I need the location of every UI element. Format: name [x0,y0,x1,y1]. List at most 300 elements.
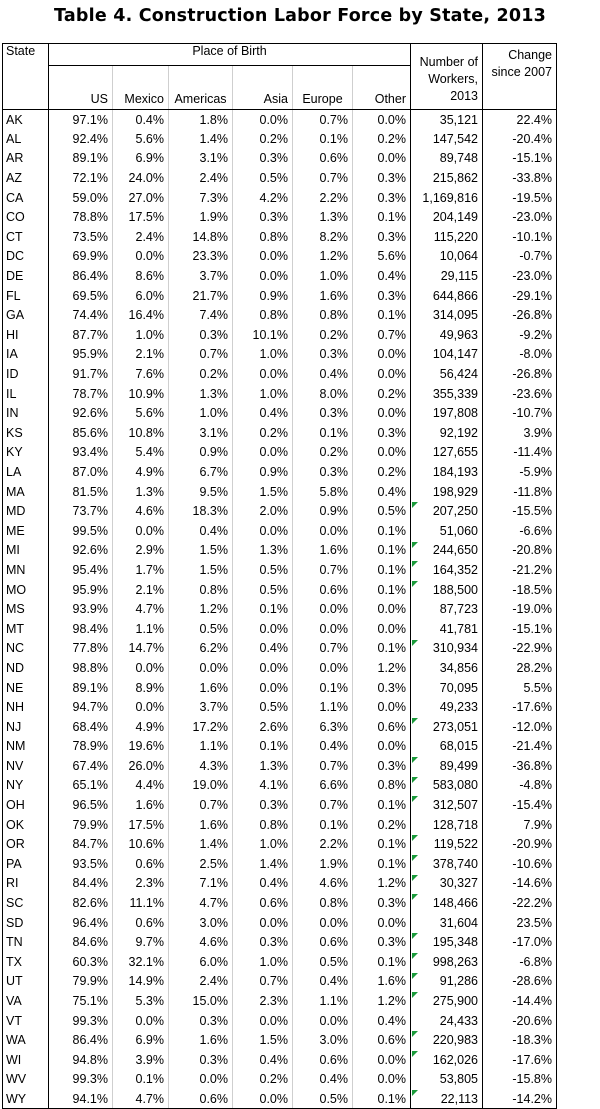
cell-state: AR [3,149,49,169]
cell-change: -15.1% [483,149,557,169]
cell-europe: 3.0% [293,1030,353,1050]
cell-europe: 0.8% [293,305,353,325]
cell-americas: 7.3% [169,188,233,208]
cell-change: -18.5% [483,580,557,600]
cell-mexico: 1.7% [113,560,169,580]
cell-change: -6.6% [483,521,557,541]
cell-change: -17.6% [483,697,557,717]
cell-europe: 0.6% [293,580,353,600]
cell-change: -28.6% [483,972,557,992]
cell-asia: 0.8% [233,227,293,247]
cell-workers: 119,522 [411,834,483,854]
cell-mexico: 1.6% [113,795,169,815]
cell-asia: 1.4% [233,854,293,874]
cell-americas: 1.6% [169,815,233,835]
cell-state: OR [3,834,49,854]
cell-change: -18.3% [483,1030,557,1050]
cell-mexico: 11.1% [113,893,169,913]
table-row [3,305,557,325]
cell-asia: 0.0% [233,266,293,286]
cell-us: 82.6% [72,896,108,911]
cell-state: MD [3,501,49,521]
cell-americas: 0.3% [169,1050,233,1070]
cell-state: AK [3,110,49,130]
cell-state: NJ [3,717,49,737]
cell-change: -10.6% [483,854,557,874]
cell-us: 67.4% [72,758,108,773]
cell-change: -9.2% [483,325,557,345]
cell-mexico: 2.4% [113,227,169,247]
cell-change: -15.5% [483,501,557,521]
cell-workers: 147,542 [411,129,483,149]
cell-other: 0.1% [353,1089,411,1109]
cell-asia: 0.3% [233,932,293,952]
cell-workers: 68,015 [411,737,483,757]
cell-workers: 115,220 [411,227,483,247]
table-row [3,149,557,169]
cell-asia: 0.4% [233,1050,293,1070]
cell-asia: 0.0% [233,678,293,698]
cell-us: 79.9% [72,974,108,989]
cell-americas: 15.0% [169,991,233,1011]
cell-asia: 0.0% [233,619,293,639]
table-title: Table 4. Construction Labor Force by State, 2013 [54,6,546,26]
cell-workers: 127,655 [411,443,483,463]
cell-other: 0.2% [353,462,411,482]
cell-americas: 0.9% [169,443,233,463]
table-row [3,834,557,854]
cell-state: ND [3,658,49,678]
cell-other: 0.3% [353,168,411,188]
cell-asia: 0.3% [233,795,293,815]
cell-mexico: 0.6% [113,854,169,874]
cell-change: -10.7% [483,403,557,423]
table-row [3,717,557,737]
table-row [3,854,557,874]
cell-mexico: 17.5% [113,207,169,227]
cell-americas: 4.7% [169,893,233,913]
cell-us: 94.1% [49,1089,113,1109]
cell-change: -11.4% [483,443,557,463]
cell-state: CT [3,227,49,247]
cell-other: 1.2% [353,658,411,678]
cell-other: 1.2% [353,874,411,894]
cell-workers: 355,339 [411,384,483,404]
cell-state: LA [3,462,49,482]
cell-europe: 0.0% [293,599,353,619]
cell-change: -20.4% [483,129,557,149]
header-change-since-2007: Change since 2007 [483,44,557,110]
cell-mexico: 4.4% [113,776,169,796]
cell-other: 0.0% [353,110,411,130]
cell-us: 85.6% [72,425,108,440]
cell-americas: 19.0% [169,776,233,796]
table-row [3,521,557,541]
table-row [3,286,557,306]
cell-workers: 49,963 [411,325,483,345]
cell-state: MS [3,599,49,619]
cell-state: OH [3,795,49,815]
cell-mexico: 4.9% [113,717,169,737]
cell-other: 0.0% [353,403,411,423]
cell-asia: 0.0% [233,364,293,384]
cell-europe: 1.3% [293,207,353,227]
table-row [3,168,557,188]
cell-workers: 31,604 [411,913,483,933]
cell-mexico: 3.9% [113,1050,169,1070]
cell-state: CO [3,207,49,227]
cell-us: 99.3% [72,1072,108,1087]
cell-mexico: 16.4% [113,305,169,325]
table-row [3,874,557,894]
cell-other: 0.4% [353,1011,411,1031]
cell-us: 87.0% [72,464,108,479]
table-row [3,462,557,482]
cell-workers: 314,095 [411,305,483,325]
table-row [3,619,557,639]
cell-americas: 1.8% [169,110,233,130]
cell-state: AL [3,129,49,149]
cell-us: 84.4% [72,876,108,891]
cell-asia: 0.7% [233,972,293,992]
cell-us: 99.3% [72,1013,108,1028]
cell-other: 0.2% [353,129,411,149]
cell-other: 0.1% [353,305,411,325]
cell-asia: 4.1% [233,776,293,796]
cell-workers: 275,900 [411,991,483,1011]
cell-mexico: 4.7% [113,1089,169,1109]
table-row [3,325,557,345]
cell-asia: 0.9% [233,462,293,482]
cell-other: 0.1% [353,952,411,972]
cell-other: 0.0% [353,443,411,463]
cell-other: 0.0% [353,619,411,639]
table-row [3,776,557,796]
cell-asia: 0.0% [233,1089,293,1109]
table-row [3,207,557,227]
cell-europe: 0.5% [293,1089,353,1109]
table-row [3,110,557,130]
cell-change: -15.1% [483,619,557,639]
cell-workers: 92,192 [411,423,483,443]
cell-workers: 220,983 [411,1030,483,1050]
cell-asia: 2.0% [233,501,293,521]
cell-europe: 0.7% [293,560,353,580]
cell-mexico: 10.8% [113,423,169,443]
cell-americas: 1.6% [169,678,233,698]
cell-americas: 0.7% [169,345,233,365]
cell-state: VA [3,991,49,1011]
cell-asia: 0.3% [233,149,293,169]
cell-us: 96.4% [72,915,108,930]
header-place-of-birth: Place of Birth [49,44,411,66]
cell-europe: 2.2% [293,834,353,854]
cell-asia: 0.3% [233,207,293,227]
cell-us: 73.7% [72,504,108,519]
table-row [3,482,557,502]
cell-asia: 1.0% [233,952,293,972]
cell-state: MO [3,580,49,600]
cell-workers: 87,723 [411,599,483,619]
cell-asia: 0.2% [233,129,293,149]
cell-change: -17.0% [483,932,557,952]
cell-us: 78.8% [72,210,108,225]
cell-europe: 8.2% [293,227,353,247]
table-row [3,678,557,698]
cell-americas: 6.7% [169,462,233,482]
cell-change: -19.0% [483,599,557,619]
cell-europe: 0.1% [293,815,353,835]
cell-europe: 8.0% [293,384,353,404]
cell-state: HI [3,325,49,345]
cell-europe: 0.7% [293,110,353,130]
table-row [3,560,557,580]
cell-europe: 1.6% [293,286,353,306]
cell-other: 0.1% [353,207,411,227]
cell-workers: 310,934 [411,639,483,659]
cell-state: IL [3,384,49,404]
table-row [3,501,557,521]
cell-americas: 3.1% [169,149,233,169]
cell-state: AZ [3,168,49,188]
cell-other: 0.1% [353,854,411,874]
cell-americas: 1.4% [169,129,233,149]
cell-us: 79.9% [72,817,108,832]
cell-us: 99.5% [72,523,108,538]
cell-us: 95.9% [72,347,108,362]
cell-europe: 1.2% [293,247,353,267]
cell-europe: 1.6% [293,541,353,561]
cell-other: 5.6% [353,247,411,267]
cell-europe: 0.0% [293,521,353,541]
cell-us: 93.4% [72,445,108,460]
cell-europe: 0.4% [293,364,353,384]
cell-us: 95.4% [72,562,108,577]
cell-change: -20.8% [483,541,557,561]
cell-americas: 3.1% [169,423,233,443]
table-row [3,443,557,463]
cell-change: -26.8% [483,305,557,325]
cell-asia: 0.5% [233,697,293,717]
cell-mexico: 6.9% [113,1030,169,1050]
cell-state: TX [3,952,49,972]
cell-workers: 91,286 [411,972,483,992]
cell-americas: 6.2% [169,639,233,659]
cell-asia: 0.2% [233,423,293,443]
table-row [3,795,557,815]
cell-americas: 1.9% [169,207,233,227]
cell-state: DC [3,247,49,267]
cell-workers: 583,080 [411,776,483,796]
labor-force-table [2,43,557,1109]
cell-europe: 1.0% [293,266,353,286]
cell-state: IN [3,403,49,423]
cell-state: GA [3,305,49,325]
cell-europe: 0.8% [293,893,353,913]
cell-us: 92.4% [72,131,108,146]
cell-change: -11.8% [483,482,557,502]
cell-state: MI [3,541,49,561]
cell-state: NE [3,678,49,698]
cell-change: 22.4% [483,110,557,130]
header-state: State [3,44,49,110]
cell-change: 3.9% [483,423,557,443]
cell-other: 0.1% [353,639,411,659]
cell-americas: 1.0% [169,403,233,423]
cell-asia: 0.4% [233,639,293,659]
cell-asia: 0.1% [233,737,293,757]
cell-mexico: 8.9% [113,678,169,698]
cell-state: NH [3,697,49,717]
table-row [3,266,557,286]
cell-other: 1.6% [353,972,411,992]
cell-asia: 1.0% [233,834,293,854]
cell-asia: 0.8% [233,305,293,325]
cell-us: 77.8% [72,641,108,656]
cell-asia: 10.1% [233,325,293,345]
cell-change: 23.5% [483,913,557,933]
cell-americas: 0.0% [169,658,233,678]
cell-americas: 4.3% [169,756,233,776]
cell-state: NM [3,737,49,757]
cell-workers: 162,026 [411,1050,483,1070]
cell-workers: 195,348 [411,932,483,952]
cell-us: 69.9% [72,249,108,264]
cell-state: ME [3,521,49,541]
cell-workers: 10,064 [411,247,483,267]
cell-other: 0.3% [353,932,411,952]
cell-other: 0.3% [353,893,411,913]
table-row [3,658,557,678]
cell-asia: 0.5% [233,560,293,580]
cell-americas: 0.3% [169,325,233,345]
cell-other: 0.3% [353,286,411,306]
cell-workers: 644,866 [411,286,483,306]
cell-americas: 1.1% [169,737,233,757]
cell-mexico: 4.6% [113,501,169,521]
cell-mexico: 4.9% [113,462,169,482]
cell-us: 84.6% [72,935,108,950]
table-row [3,1089,557,1109]
cell-asia: 0.0% [233,913,293,933]
table-row [3,364,557,384]
cell-workers: 128,718 [411,815,483,835]
cell-americas: 0.8% [169,580,233,600]
cell-workers: 273,051 [411,717,483,737]
cell-americas: 1.5% [169,560,233,580]
cell-other: 0.8% [353,776,411,796]
cell-americas: 17.2% [169,717,233,737]
cell-workers: 215,862 [411,168,483,188]
cell-workers: 49,233 [411,697,483,717]
cell-us: 59.0% [72,190,108,205]
table-row [3,893,557,913]
cell-americas: 4.6% [169,932,233,952]
cell-change: -14.4% [483,991,557,1011]
cell-mexico: 8.6% [113,266,169,286]
cell-europe: 0.7% [293,795,353,815]
cell-us: 92.6% [72,406,108,421]
cell-state: CA [3,188,49,208]
cell-europe: 0.4% [293,972,353,992]
cell-americas: 23.3% [169,247,233,267]
table-row [3,247,557,267]
cell-us: 75.1% [72,994,108,1009]
cell-workers: 35,121 [411,110,483,130]
cell-asia: 0.9% [233,286,293,306]
cell-workers: 70,095 [411,678,483,698]
table-row [3,541,557,561]
cell-americas: 0.0% [169,1070,233,1090]
cell-change: -12.0% [483,717,557,737]
cell-asia: 1.5% [233,482,293,502]
table-row [3,815,557,835]
cell-state: MT [3,619,49,639]
cell-asia: 1.0% [233,345,293,365]
cell-europe: 0.3% [293,345,353,365]
cell-state: WA [3,1030,49,1050]
cell-other: 0.0% [353,364,411,384]
cell-other: 1.2% [353,991,411,1011]
cell-us: 89.1% [72,680,108,695]
cell-americas: 3.0% [169,913,233,933]
cell-mexico: 4.7% [113,599,169,619]
cell-europe: 6.6% [293,776,353,796]
cell-asia: 0.0% [233,1011,293,1031]
cell-change: -10.1% [483,227,557,247]
cell-us: 78.7% [72,386,108,401]
cell-mexico: 24.0% [113,168,169,188]
cell-europe: 0.3% [293,403,353,423]
cell-workers: 89,748 [411,149,483,169]
cell-state: KS [3,423,49,443]
cell-asia: 0.5% [233,168,293,188]
cell-asia: 0.0% [233,110,293,130]
cell-state: IA [3,345,49,365]
table-row [3,913,557,933]
cell-workers: 104,147 [411,345,483,365]
cell-europe: 0.7% [293,639,353,659]
cell-change: -14.2% [483,1089,557,1109]
cell-workers: 378,740 [411,854,483,874]
cell-europe: 0.0% [293,619,353,639]
cell-state: DE [3,266,49,286]
cell-workers: 998,263 [411,952,483,972]
cell-other: 0.0% [353,737,411,757]
cell-workers: 41,781 [411,619,483,639]
table-row [3,1050,557,1070]
table-row [3,403,557,423]
cell-europe: 0.1% [293,129,353,149]
cell-europe: 0.6% [293,932,353,952]
cell-europe: 0.0% [293,658,353,678]
table-row [3,227,557,247]
cell-americas: 1.5% [169,541,233,561]
cell-change: -29.1% [483,286,557,306]
cell-asia: 4.2% [233,188,293,208]
cell-americas: 2.4% [169,168,233,188]
cell-workers: 148,466 [411,893,483,913]
cell-other: 0.1% [353,834,411,854]
cell-asia: 1.3% [233,756,293,776]
cell-americas: 2.4% [169,972,233,992]
cell-state: MN [3,560,49,580]
cell-mexico: 0.0% [113,658,169,678]
cell-europe: 0.2% [293,443,353,463]
cell-mexico: 0.6% [113,913,169,933]
header-mexico: Mexico [113,66,169,110]
cell-other: 0.1% [353,580,411,600]
